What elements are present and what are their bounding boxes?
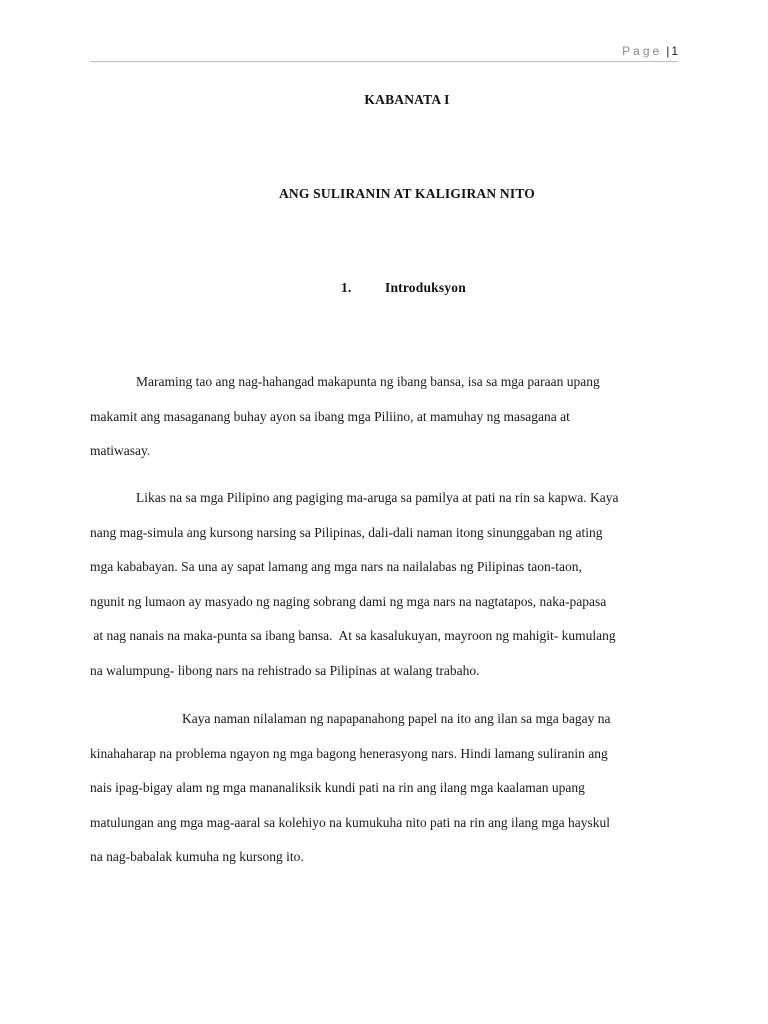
paragraph-line: Maraming tao ang nag-hahangad makapunta ng ibang bansa, isa sa mga paraan upang <box>136 374 600 389</box>
paragraph-line: Kaya naman nilalaman ng napapanahong papel na ito ang ilan sa mga bagay na <box>182 711 611 726</box>
paragraph-line: nais ipag-bigay alam ng mga mananaliksik kundi pati na rin ang ilang mga kaalaman upang <box>90 780 585 795</box>
paragraph-line: ngunit ng lumaon ay masyado ng naging sobrang dami ng mga nars na nagtatapos, naka-papasa <box>90 593 607 609</box>
paragraph-line: na walumpung- libong nars na rehistrado sa Pilipinas at walang trabaho. <box>90 662 480 678</box>
paragraph-line: kinahaharap na problema ngayon ng mga bagong henerasyong nars. Hindi lamang suliranin ang <box>90 745 608 761</box>
paragraph-line: matiwasay. <box>90 443 151 458</box>
page-header <box>90 44 678 62</box>
subsection-number: 1. <box>341 280 352 295</box>
paragraph-line: matulungan ang mga mag-aaral sa kolehiyo na kumukuha nito pati na rin ang ilang mga hayskul <box>90 814 610 830</box>
section-title: ANG SULIRANIN AT KALIGIRAN NITO <box>278 186 535 201</box>
paragraph-line: na nag-babalak kumuha ng kursong ito. <box>90 849 304 864</box>
page-separator: | <box>666 44 670 58</box>
paragraph-line: nang mag-simula ang kursong narsing sa Pilipinas, dali-dali naman itong sinunggaban ng ating <box>90 524 603 540</box>
chapter-title: KABANATA I <box>364 92 450 107</box>
page-word: Page <box>622 44 663 58</box>
paragraph-3 <box>90 702 692 875</box>
paragraph-line: Likas na sa mga Pilipino ang pagiging ma-aruga sa pamilya at pati na rin sa kapwa. Kaya <box>136 490 619 505</box>
paragraph-2 <box>90 481 692 688</box>
paragraph-line: at nag nanais na maka-punta sa ibang bansa. At sa kasalukuyan, mayroon ng mahigit- kumulang <box>90 628 616 643</box>
page-number <box>622 44 678 58</box>
subsection-title: Introduksyon <box>385 280 466 295</box>
page-number-value: 1 <box>671 44 678 58</box>
paragraph-line: makamit ang masaganang buhay ayon sa ibang mga Piliino, at mamuhay ng masagana at <box>90 408 570 424</box>
paragraph-line: mga kababayan. Sa una ay sapat lamang ang mga nars na nailalabas ng Pilipinas taon-taon, <box>90 559 582 574</box>
paragraph-1 <box>90 365 692 469</box>
